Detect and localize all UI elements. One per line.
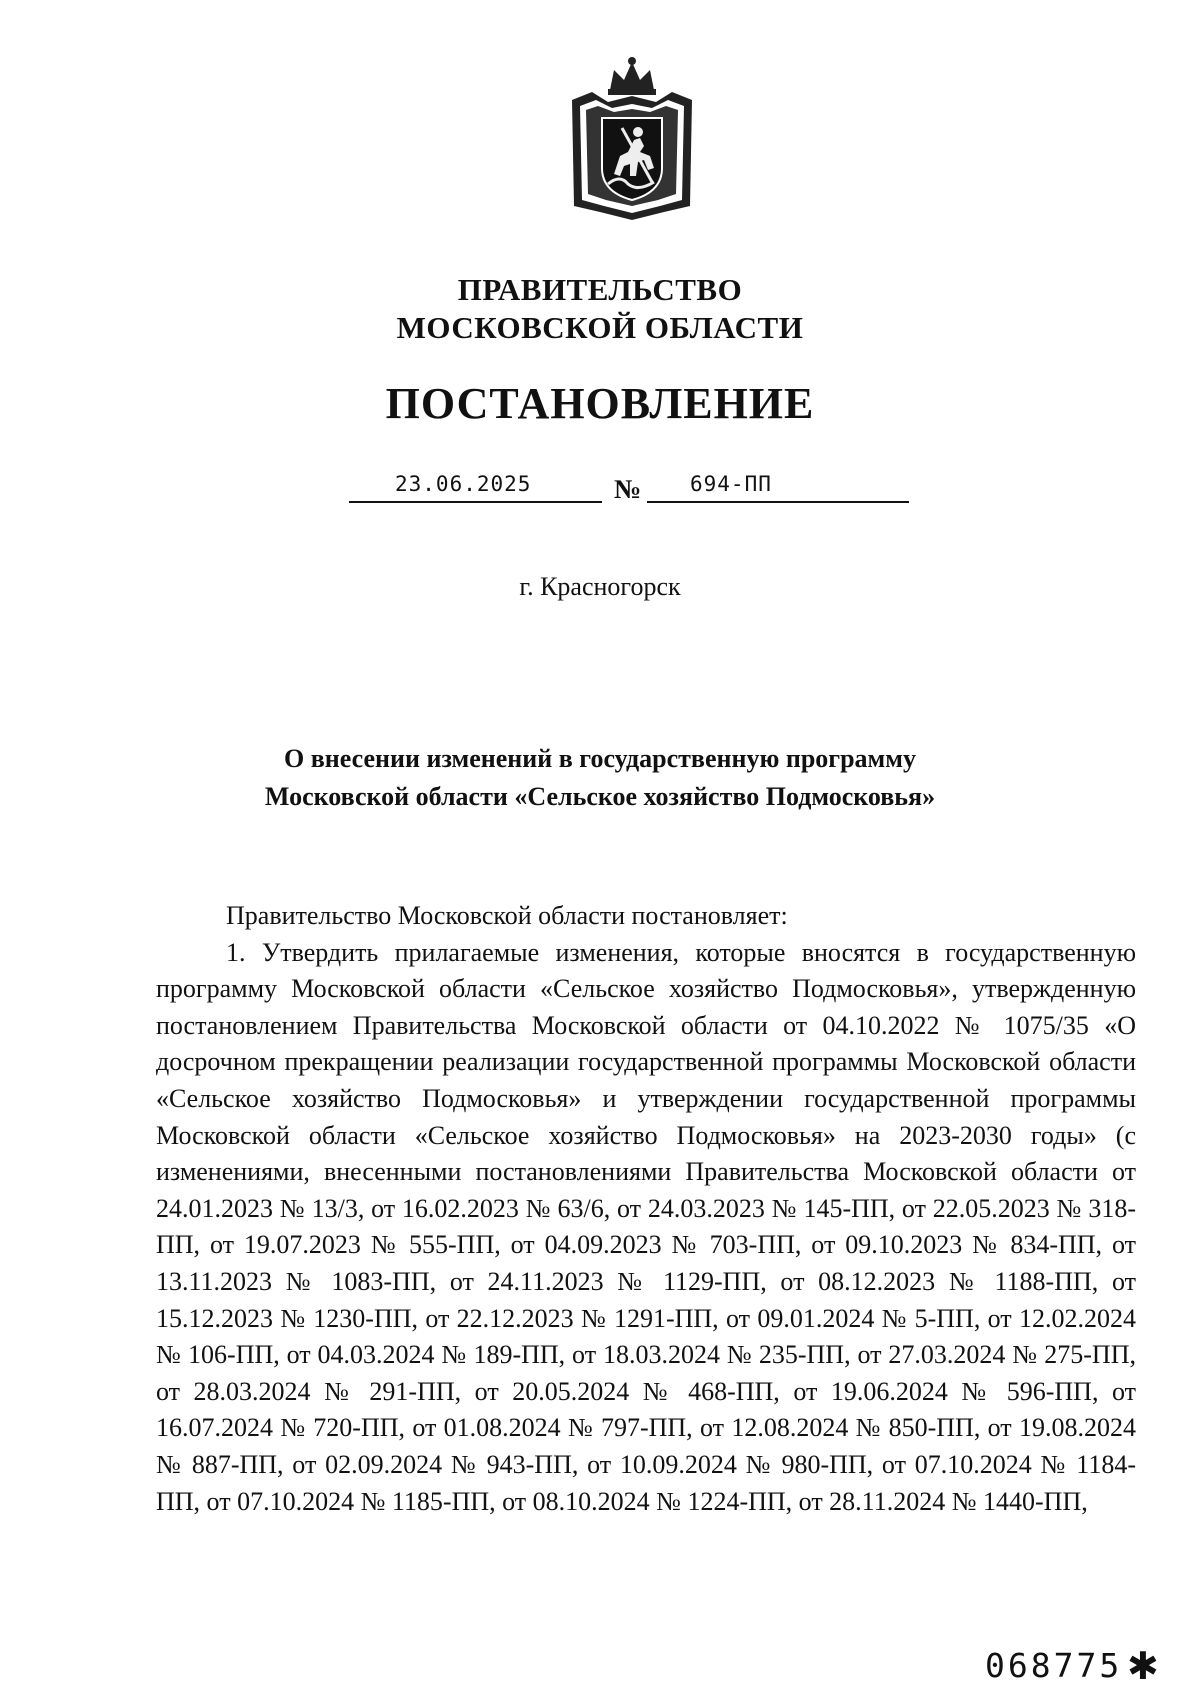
document-type-title: ПОСТАНОВЛЕНИЕ <box>385 379 815 428</box>
issue-city: г. Красногорск <box>519 572 681 601</box>
government-name-line1: ПРАВИТЕЛЬСТВО <box>457 272 743 307</box>
serial-star-icon: ✱ <box>1127 1644 1159 1688</box>
date-underline <box>349 501 602 503</box>
subject-line1: О внесении изменений в государственную программу <box>284 744 916 773</box>
government-name-line2: МОСКОВСКОЙ ОБЛАСТИ <box>396 310 804 345</box>
subject-line2: Московской области «Сельское хозяйство Подмосковья» <box>264 782 936 811</box>
intro-paragraph: Правительство Московской области постановляет: <box>226 901 788 930</box>
coat-of-arms-icon <box>568 56 696 224</box>
number-symbol: № <box>614 474 642 504</box>
document-body <box>156 898 1136 1520</box>
document-subject <box>0 740 1200 816</box>
document-date: 23.06.2025 <box>395 472 532 496</box>
number-underline <box>647 501 909 503</box>
item-1-paragraph: 1. Утвердить прилагаемые изменения, которые вносятся в государственную программу Московской области «Сельское хозяйство Подмосковья», утвержденную постановлением Правительства Московской области от 04.10.2022 № 1075/35 «О досрочном прекращении реализации государственной программы Московской области «Сельское хозяйство Подмосковья» и утверждении государственной программы Московской области «Сельское хозяйство Подмосковья» на 2023-2030 годы» (с изменениями, внесенными постановлениями Правительства Московской области от 24.01.2023 № 13/3, от 16.02.2023 № 63/6, от 24.03.2023 № 145-ПП, от 22.05.2023 № 318-ПП, от 19.07.2023 № 555-ПП, от 04.09.2023 № 703-ПП, от 09.10.2023 № 834-ПП, от 13.11.2023 № 1083-ПП, от 24.11.2023 № 1129-ПП, от 08.12.2023 № 1188-ПП, от 15.12.2023 № 1230-ПП, от 22.12.2023 № 1291-ПП, от 09.01.2024 № 5-ПП, от 12.02.2024 № 106-ПП, от 04.03.2024 № 189-ПП, от 18.03.2024 № 235-ПП, от 27.03.2024 № 275-ПП, от 28.03.2024 № 291-ПП, от 20.05.2024 № 468-ПП, от 19.06.2024 № 596-ПП, от 16.07.2024 № 720-ПП, от 01.08.2024 № 797-ПП, от 12.08.2024 № 850-ПП, от 19.08.2024 № 887-ПП, от 02.09.2024 № 943-ПП, от 10.09.2024 № 980-ПП, от 07.10.2024 № 1184-ПП, от 07.10.2024 № 1185-ПП, от 08.10.2024 № 1224-ПП, от 28.11.2024 № 1440-ПП, <box>156 937 1136 1516</box>
document-number: 694-ПП <box>690 472 772 496</box>
serial-number: 068775 <box>985 1646 1123 1685</box>
